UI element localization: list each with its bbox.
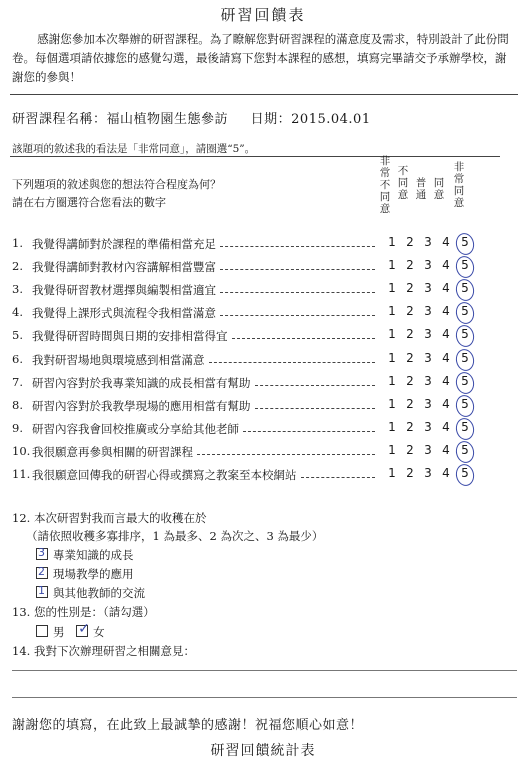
female-checkbox[interactable]: ✓: [78, 621, 90, 637]
question-text: 我對研習場地與環境感到相當滿意: [32, 352, 205, 367]
rank-box[interactable]: [36, 586, 48, 598]
course-info: [12, 108, 375, 127]
rating-option-3[interactable]: 3: [424, 419, 432, 434]
rating-circle-mark: [454, 393, 476, 418]
q12-option[interactable]: [36, 566, 134, 582]
leader-line: [243, 431, 375, 432]
question-number: 8.: [12, 397, 23, 412]
rating-option-1[interactable]: 1: [388, 442, 396, 457]
rating-option-2[interactable]: 2: [406, 258, 414, 273]
question-subheader: 請在右方圈選符合您看法的數字: [12, 196, 166, 209]
rating-circle-mark: [454, 439, 476, 464]
rating-option-5[interactable]: 5: [458, 281, 472, 295]
rating-option-1[interactable]: 1: [388, 281, 396, 296]
question-text: 研習內容對於我專業知識的成長相當有幫助: [32, 375, 251, 390]
rating-option-1[interactable]: 1: [388, 258, 396, 273]
question-text: 我很願意再參與相關的研習課程: [32, 444, 193, 459]
rating-option-1[interactable]: 1: [388, 327, 396, 342]
question-row: [12, 372, 512, 394]
question-number: 2.: [12, 259, 23, 274]
rating-option-2[interactable]: 2: [406, 235, 414, 249]
question-number: 5.: [12, 328, 23, 343]
question-number: 3.: [12, 282, 23, 297]
q13-options: [36, 621, 105, 640]
question-row: [12, 233, 512, 255]
leader-line: [209, 362, 376, 363]
scale-header-4: 同 意: [433, 177, 445, 201]
question-text: 我覺得講師對於課程的準備相當充足: [32, 237, 216, 251]
rating-option-4[interactable]: 4: [442, 327, 450, 342]
question-number: 6.: [12, 351, 23, 366]
question-row: [12, 325, 512, 347]
rating-option-5[interactable]: 5: [458, 397, 472, 411]
leader-line: [301, 477, 376, 478]
form-title: 研習回饋表: [220, 6, 306, 24]
rating-option-5[interactable]: 5: [458, 235, 472, 249]
q13-label: 13. 您的性別是：（請勾選）: [12, 605, 155, 619]
question-text: 研習內容對於我教學現場的應用相當有幫助: [32, 398, 251, 413]
rating-option-5[interactable]: 5: [458, 466, 472, 480]
rating-option-2[interactable]: 2: [406, 373, 414, 388]
rating-option-4[interactable]: 4: [442, 373, 450, 388]
rating-option-4[interactable]: 4: [442, 304, 450, 319]
rating-option-5[interactable]: 5: [458, 443, 472, 457]
leader-line: [255, 385, 376, 386]
rating-option-4[interactable]: 4: [442, 235, 450, 249]
leader-line: [220, 292, 375, 293]
rating-option-5[interactable]: 5: [458, 374, 472, 388]
leader-line: [220, 269, 375, 270]
question-row: [12, 464, 512, 486]
question-number: 9.: [12, 420, 23, 435]
course-name: 研習課程名稱：福山植物園生態參訪: [12, 112, 229, 127]
rating-option-2[interactable]: 2: [406, 350, 414, 365]
question-number: 7.: [12, 374, 23, 389]
question-row: [12, 302, 512, 324]
question-row: [12, 279, 512, 301]
rating-option-3[interactable]: 3: [424, 442, 432, 457]
leader-line: [220, 246, 375, 247]
intro-paragraph: 感謝您參加本次舉辦的研習課程。為了瞭解您對研習課程的滿意度及需求，特別設計了此份問卷。每個選項請依據您的感覺勾選，最後請寫下您對本課程的感想，填寫完畢請交予承辦學校，謝謝您的參與！: [12, 32, 509, 84]
question-row: [12, 349, 512, 371]
rating-option-4[interactable]: 4: [442, 419, 450, 434]
closing-message: 謝謝您的填寫，在此致上最誠摯的感謝！祝福您順心如意！: [12, 718, 364, 733]
scale-header-5: 非 常 同 意: [453, 161, 465, 209]
male-checkbox[interactable]: [36, 625, 48, 637]
rating-circle-mark: [454, 301, 476, 326]
leader-line: [197, 454, 375, 455]
comment-line[interactable]: [12, 697, 517, 698]
rating-option-3[interactable]: 3: [424, 466, 432, 480]
q12-option-label: 與其他教師的交流: [53, 586, 145, 600]
q12-option-label: 現場教學的應用: [53, 567, 134, 581]
q12-option[interactable]: [36, 547, 134, 563]
rating-option-2[interactable]: 2: [406, 442, 414, 457]
rating-option-5[interactable]: 5: [458, 258, 472, 272]
leader-line: [232, 338, 376, 339]
leader-line: [255, 408, 376, 409]
q12-option-label: 專業知識的成長: [53, 548, 134, 562]
rating-option-2[interactable]: 2: [406, 466, 414, 480]
rating-option-2[interactable]: 2: [406, 304, 414, 319]
rating-option-2[interactable]: 2: [406, 281, 414, 296]
question-text: 研習內容我會回校推廣或分享給其他老師: [32, 421, 239, 436]
rating-option-4[interactable]: 4: [442, 281, 450, 296]
rating-circle-mark: [454, 462, 476, 487]
question-row: [12, 256, 512, 278]
rating-option-2[interactable]: 2: [406, 396, 414, 411]
question-text: 我覺得講師對教材內容講解相當豐富: [32, 260, 216, 275]
rank-box[interactable]: [36, 548, 48, 560]
rating-option-4[interactable]: 4: [442, 258, 450, 273]
question-text: 我覺得研習教材選擇與編製相當適宜: [32, 283, 216, 298]
q12-option[interactable]: [36, 585, 145, 601]
rating-circle-mark: [454, 278, 476, 303]
rating-option-4[interactable]: 4: [442, 350, 450, 365]
q12-label: 12. 本次研習對我而言最大的收穫在於: [12, 511, 207, 525]
rating-option-3[interactable]: 3: [424, 281, 432, 296]
rank-mark: 1: [38, 584, 45, 597]
question-text: 我很願意回傳我的研習心得或撰寫之教案至本校網站: [32, 468, 297, 482]
gender-female-option[interactable]: ✓ 女: [78, 621, 105, 639]
rating-option-5[interactable]: 5: [458, 327, 472, 341]
rank-mark: 2: [38, 565, 45, 578]
rating-option-1[interactable]: 1: [388, 235, 396, 249]
rating-circle-mark: [454, 324, 476, 349]
rating-option-3[interactable]: 3: [424, 235, 432, 249]
rating-option-3[interactable]: 3: [424, 373, 432, 388]
rating-circle-mark: [454, 347, 476, 372]
rating-option-2[interactable]: 2: [406, 419, 414, 434]
rating-option-4[interactable]: 4: [442, 396, 450, 411]
rating-option-5[interactable]: 5: [458, 420, 472, 434]
rating-circle-mark: [454, 231, 476, 256]
question-text: 我覺得上課形式與流程令我相當滿意: [32, 306, 216, 321]
comment-line[interactable]: [12, 670, 517, 671]
footer-title: 研習回饋統計表: [210, 743, 316, 759]
rank-mark: 3: [38, 546, 45, 559]
scale-header-2: 不 同 意: [397, 165, 409, 201]
rating-option-1[interactable]: 1: [388, 350, 396, 365]
rank-box[interactable]: [36, 567, 48, 579]
rating-option-1[interactable]: 1: [388, 304, 396, 319]
rating-option-2[interactable]: 2: [406, 327, 414, 342]
question-row: [12, 418, 512, 440]
divider: [10, 94, 518, 95]
scale-header-1: 非 常 不 同 意: [379, 155, 391, 215]
rating-circle-mark: [454, 254, 476, 279]
question-row: [12, 395, 512, 417]
rating-option-1[interactable]: 1: [388, 466, 396, 480]
question-number: 11.: [12, 467, 31, 481]
rating-option-3[interactable]: 3: [424, 350, 432, 365]
rating-option-1[interactable]: 1: [388, 373, 396, 388]
scale-header-3: 普 通: [415, 177, 427, 201]
question-row: [12, 441, 512, 463]
rating-option-5[interactable]: 5: [458, 351, 472, 365]
rating-circle-mark: [454, 416, 476, 441]
q12-instruction: （請依照收穫多寡排序，1 為最多、2 為次之、3 為最少）: [26, 529, 324, 543]
rating-option-3[interactable]: 3: [424, 396, 432, 411]
question-number: 1.: [12, 236, 23, 250]
rating-option-3[interactable]: 3: [424, 327, 432, 342]
rating-option-4[interactable]: 4: [442, 466, 450, 480]
scale-headers: [375, 155, 485, 225]
leader-line: [220, 315, 375, 316]
question-header: 下列題項的敘述與您的想法符合程度為何？: [12, 178, 221, 191]
gender-male-option[interactable]: 男: [36, 625, 65, 639]
rating-option-3[interactable]: 3: [424, 304, 432, 319]
course-date: 日期：2015.04.01: [250, 112, 371, 127]
question-number: 4.: [12, 305, 23, 320]
rating-option-1[interactable]: 1: [388, 396, 396, 411]
rating-option-5[interactable]: 5: [458, 304, 472, 318]
instruction-note: 該題項的敘述我的看法是「非常同意」，請圈選“5”。: [12, 143, 256, 155]
rating-option-3[interactable]: 3: [424, 258, 432, 273]
rating-option-1[interactable]: 1: [388, 419, 396, 434]
rating-circle-mark: [454, 370, 476, 395]
rating-option-4[interactable]: 4: [442, 442, 450, 457]
q14-label: 14. 我對下次辦理研習之相關意見：: [12, 644, 195, 658]
question-number: 10.: [12, 443, 31, 458]
question-text: 我覺得研習時間與日期的安排相當得宜: [32, 329, 228, 344]
